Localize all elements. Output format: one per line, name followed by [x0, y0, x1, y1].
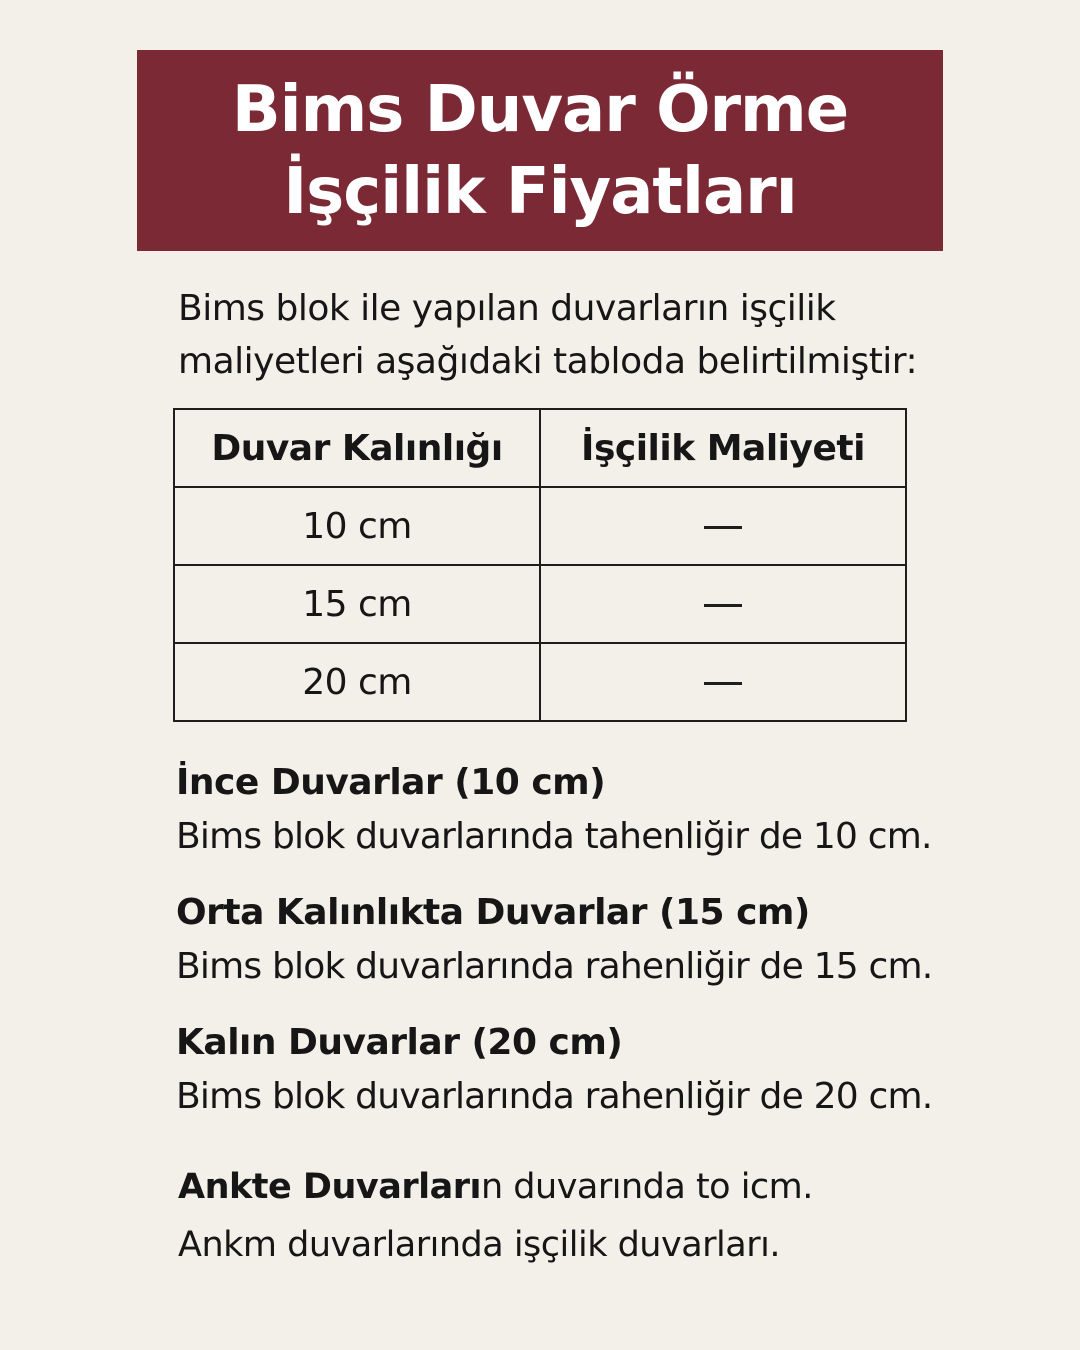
dash-value — [704, 604, 742, 607]
page-title-line-1: Bims Duvar Örme — [231, 72, 849, 147]
table-row — [174, 565, 906, 643]
header-cost: İşçilik Maliyeti — [540, 409, 906, 487]
wall-sections — [176, 756, 1056, 1146]
cell-cost — [540, 565, 906, 643]
cell-cost — [540, 643, 906, 721]
section-body: Bims blok duvarlarında tahenliğir de 10 cm. — [176, 816, 932, 857]
section-heading: Orta Kalınlıkta Duvarlar (15 cm) — [176, 892, 810, 933]
table-header-row — [174, 409, 906, 487]
closing-bold-text: Ankte Duvarları — [178, 1167, 481, 1207]
dash-value — [704, 682, 742, 685]
section-heading: Kalın Duvarlar (20 cm) — [176, 1022, 623, 1063]
closing-paragraph — [178, 1158, 1058, 1274]
cell-thickness: 15 cm — [174, 565, 540, 643]
section-thick-walls — [176, 1016, 1056, 1124]
cell-cost — [540, 487, 906, 565]
section-body: Bims blok duvarlarında rahenliğir de 15 cm. — [176, 946, 933, 987]
section-medium-walls — [176, 886, 1056, 994]
section-body: Bims blok duvarlarında rahenliğir de 20 cm. — [176, 1076, 933, 1117]
intro-paragraph — [178, 282, 978, 388]
section-heading: İnce Duvarlar (10 cm) — [176, 762, 606, 803]
table-row — [174, 643, 906, 721]
intro-line-2: maliyetleri aşağıdaki tabloda belirtilmiştir: — [178, 341, 918, 382]
cell-thickness: 10 cm — [174, 487, 540, 565]
title-banner — [137, 50, 943, 251]
closing-rest-text: n duvarında to icm. — [480, 1167, 813, 1207]
table-row — [174, 487, 906, 565]
dash-value — [704, 526, 742, 529]
closing-line-2: Ankm duvarlarında işçilik duvarları. — [178, 1225, 780, 1265]
section-thin-walls — [176, 756, 1056, 864]
intro-line-1: Bims blok ile yapılan duvarların işçilik — [178, 288, 836, 329]
page-title-line-2: İşçilik Fiyatları — [283, 154, 797, 229]
header-thickness: Duvar Kalınlığı — [174, 409, 540, 487]
cell-thickness: 20 cm — [174, 643, 540, 721]
price-table — [173, 408, 907, 722]
closing-line-1 — [178, 1158, 1058, 1216]
